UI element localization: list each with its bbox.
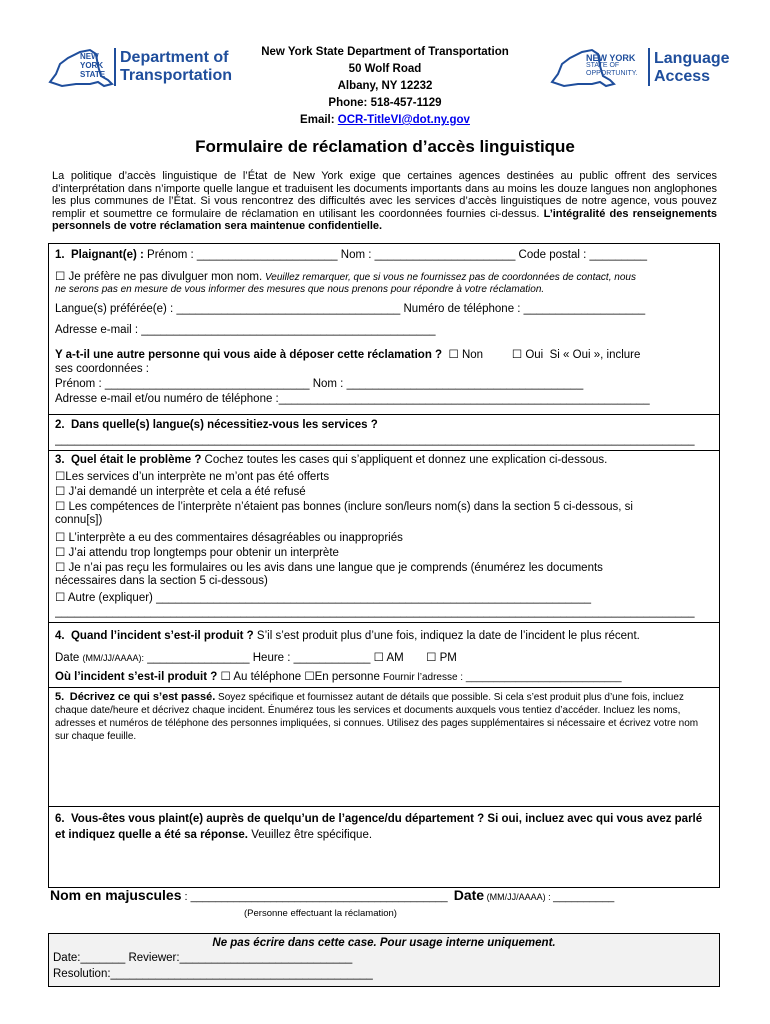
pm-checkbox[interactable]: ☐ PM [426,652,457,664]
incident-date-time-fields[interactable]: ________________ Heure : ____________ ☐ AM [144,652,404,664]
section-3-problem: 3. Quel était le problème ? Cochez toutes les cases qui s’appliquent et donnez une explication ci-dessous. ☐Les services d’un interprète ne m’ont pas été offerts ☐ J’ai demandé un interprète et cela a été refusé ☐ Les compétences de l’interprète n’étaient pas bonnes (inclure son/leurs nom(s) dans la section 5 ci-dessous, si connu[s]) ☐ L’interprète a eu des commentaires désagréables ou inappropriés ☐ J’ai attendu trop longtemps pour obtenir un interprète ☐ Je n’ai pas reçu les formulaires ou les avis dans une langue que je comprends (énumérez les documents nécessaires dans la section 5 ci-dessous) ☐ Autre (expliquer) ____________________________________________________________________ ____________________________________________________________________________________________________ [49,450,719,623]
email-field[interactable]: Adresse e-mail : ______________________________________________ [55,324,436,336]
form-title: Formulaire de réclamation d’accès linguistique [195,137,575,156]
problem-checkbox[interactable]: ☐ J’ai attendu trop longtemps pour obtenir un interprète [55,547,339,559]
agency-address-block [230,44,540,129]
section-5-description: 5. Décrivez ce qui s’est passé. Soyez spécifique et fournissez autant de détails que possible. Si cela s’est produit plus d’une fois, incluez chaque date/heure et décrivez chaque incident. Énumérez tous les services et documents auxquels vous tentiez d’accéder. Incluez les noms, adresses et numéros de téléphone des personnes impliquées, si connues. Utilisez des pages supplémentaires si nécessaire et écrivez votre nom sur chaque feuille. [49,687,719,807]
section-1-complainant: 1. Plaignant(e) : Prénom : ______________________ Nom : ______________________ Code postal : _________ ☐ Je préfère ne pas divulguer mon nom. Veuillez remarquer, que si vous ne fournissez pas de coordonnées de contact, nous ne serons pas en mesure de vous informer des mesures que nous prenons pour répondre à votre réclamation. Langue(s) préférée(e) : ___________________________________ Numéro de téléphone : ___________________ Adresse e-mail : ______________________________________________ Y a-t-il une autre personne qui vous aide à déposer cette réclamation ? ☐ Non ☐ Oui Si « Oui », inclure ses coordonnées : Prénom : ________________________________ Nom : _____________________________________ Adresse e-mail et/ou numéro de téléphone :__________________________________________________________ [49,244,719,414]
section-6-prior-complaint: 6. Vous-êtes vous plaint(e) auprès de quelqu’un de l’agence/du département ? Si oui, incluez avec qui vous avez parlé et indiquez quelle a été sa réponse. Veuillez être spécifique. [49,806,719,888]
helper-name-fields[interactable]: Prénom : ________________________________ Nom : _____________________________________ [55,378,584,390]
agency-city: Albany, NY 12232 [337,80,433,92]
anonymous-note: ne serons pas en mesure de vous informer des mesures que nous prenons pour répondre à votre réclamation. [55,284,545,295]
location-checkboxes[interactable]: ☐ Au téléphone ☐En personne [217,671,384,683]
agency-street: 50 Wolf Road [348,63,422,75]
email-link[interactable]: OCR-TitleVI@dot.ny.gov [337,114,470,126]
language-access-logo [548,44,738,92]
section-2-language: 2. Dans quelle(s) langue(s) nécessitiez-vous les services ? ____________________________________________________________________________________________________ [49,414,719,451]
problem-checkbox[interactable]: ☐ Je n’ai pas reçu les formulaires ou les avis dans une langue que je comprends (énumérez les documents [55,562,603,574]
language-phone-fields[interactable]: Langue(s) préférée(e) : ___________________________________ Numéro de téléphone : ___________________ [55,303,646,315]
helper-question: Y a-t-il une autre personne qui vous aide à déposer cette réclamation ? [55,349,443,361]
helper-no-checkbox[interactable]: ☐ Non [448,349,484,361]
section-4-when: 4. Quand l’incident s’est-il produit ? S’il s’est produit plus d’une fois, indiquez la date de l’incident le plus récent. Date (MM/JJ/AAAA): ________________ Heure : ____________ ☐ AM ☐ PM Où l’incident s’est-il produit ? ☐ Au téléphone ☐En personne Fournir l’adresse : ____________________________ [49,622,719,688]
problem-checkbox[interactable]: ☐ J’ai demandé un interprète et cela a été refusé [55,486,306,498]
name-caps-field[interactable]: : __________________________________________ [181,891,448,903]
problem-explain-line[interactable]: ____________________________________________________________________________________________________ [55,606,695,618]
complaint-form [48,243,720,888]
language-access-wordmark: Language Access [654,50,730,85]
nysdot-logo [46,44,236,92]
problem-checkbox[interactable]: ☐ L’interprète a eu des commentaires désagréables ou inappropriés [55,532,403,544]
signature-row: Nom en majuscules : __________________________________________ Date (MM/JJ/AAAA) : __________ [50,887,615,903]
internal-use-title: Ne pas écrire dans cette case. Pour usage interne uniquement. [212,937,556,949]
agency-phone: Phone: 518-457-1129 [328,97,442,109]
ny-opportunity-wordmark: NEW YORK STATE OF OPPORTUNITY. [586,53,638,77]
incident-address-field[interactable]: Fournir l’adresse : ____________________________ [383,672,622,683]
name-caps-label: Nom en majuscules [50,887,182,903]
problem-checkbox[interactable]: ☐Les services d’un interprète ne m’ont pas été offerts [55,471,330,483]
agency-email-line: Email: OCR-TitleVI@dot.ny.gov [300,114,470,126]
internal-resolution: Resolution:_________________________________________ [53,968,373,980]
name-fields[interactable]: Prénom : ______________________ Nom : ______________________ Code postal : _________ [143,249,648,261]
problem-other-checkbox[interactable]: ☐ Autre (expliquer) ____________________________________________________________________ [55,592,591,604]
problem-checkbox[interactable]: ☐ Les compétences de l’interprète n’étaient pas bonnes (inclure son/leurs nom(s) dans la section 5 ci-dessous, si [55,501,633,513]
helper-yes-checkbox[interactable]: ☐ Oui [511,349,544,361]
signature-caption: (Personne effectuant la réclamation) [244,908,397,919]
language-answer-line[interactable]: ____________________________________________________________________________________________________ [55,434,695,446]
ny-state-wordmark: NEW YORK STATE [80,52,106,79]
internal-date-reviewer: Date:_______ Reviewer:___________________________ [53,952,353,964]
dot-wordmark: Department of Transportation [120,49,233,84]
internal-use-box [48,933,720,987]
logo-divider [648,48,650,86]
logo-divider [114,48,116,86]
anonymous-checkbox[interactable]: ☐ Je préfère ne pas divulguer mon nom. [55,271,263,283]
agency-name: New York State Department of Transportation [261,46,509,58]
complainant-label: Plaignant(e) : [70,249,144,261]
intro-paragraph: La politique d’accès linguistique de l’État de New York exige que certaines agences destinées au public offrent des services d’interprétation dans n’importe quelle langue et traduisent les documents importants dans au moins les douze langues non anglophones les plus communes de l’État. Si vous rencontrez des difficultés avec les services d’accès linguistiques de notre agence, vous pouvez remplir et soumettre ce formulaire de réclamation en utilisant les coordonnées fournies ci-dessus. L’intégralité des renseignements personnels de votre réclamation sera maintenue confidentielle. [52,170,718,233]
confidentiality-notice: L’intégralité des renseignements personnels de votre réclamation sera maintenue confidentielle. [52,207,718,233]
helper-contact-field[interactable]: Adresse e-mail et/ou numéro de téléphone :__________________________________________________________ [55,393,650,405]
signature-date-field[interactable]: __________ [553,891,615,903]
